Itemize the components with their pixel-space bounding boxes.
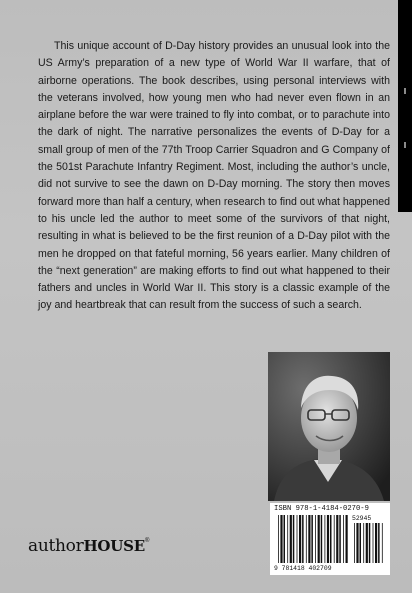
isbn-number: ISBN 978-1-4184-0270-9 xyxy=(274,505,369,513)
publisher-name-bold: HOUSE xyxy=(83,537,146,555)
publisher-logo xyxy=(28,536,149,556)
barcode-ean-digits: 9 781418 402709 xyxy=(274,565,332,572)
barcode-bars xyxy=(270,503,390,563)
spine-mark xyxy=(404,88,406,94)
back-cover-blurb: This unique account of D-Day history provides an unusual look into the US Army’s preparation of a new type of World War II warfare, that of airborne operations. The book describes, using personal interviews with the veterans involved, how young men who had never even flown in an airplane before the war were trained to fly into combat, or to parachute into the dark of night. The narrative personalizes the events of D-Day for a small group of men of the 77th Troop Carrier Squadron and G Company of the 501st Parachute Infantry Regiment. Most, including the author’s uncle, did not survive to see the dawn on D-Day morning. The story then moves forward more than half a century, when research to find out what happened to his uncle led the author to meet some of the survivors of that night, resulting in what is believed to be the first reunion of a D-Day pilot with the men he dropped on that fateful morning, 56 years earlier. Many children of the “next generation” are making efforts to find out what happened to their fathers and uncles in World War II. This story is a classic example of the joy and heartbreak that can result from the success of such a search. xyxy=(38,40,390,312)
spine-mark xyxy=(404,142,406,148)
publisher-name-light: author xyxy=(28,536,84,556)
author-photo xyxy=(268,352,390,501)
spine-edge-strip xyxy=(398,0,412,212)
author-portrait-icon xyxy=(268,352,390,501)
barcode-addon-digits: 52945 xyxy=(352,515,372,522)
isbn-barcode xyxy=(270,503,390,575)
trademark-symbol: ® xyxy=(145,538,150,544)
